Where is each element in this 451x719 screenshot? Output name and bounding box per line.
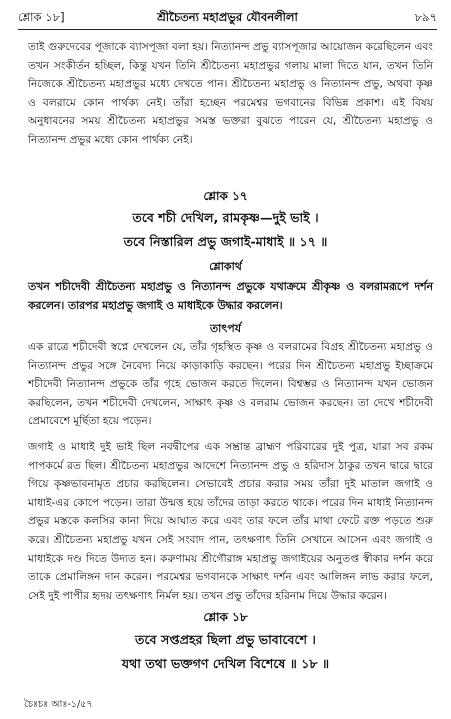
purport-paragraph-3: জগাই ও মাধাই দুই ভাই ছিল নবদ্বীপের এক সম্ভ্রান্ত ব্রাহ্মণ পরিবারের দুই পুত্র, যারা সব রকম পাপকর্মে রত ছিল। শ্রীচৈতন্য মহাপ্রভুর আদেশে নিত্যানন্দ প্রভু ও হরিদাস ঠাকুর তখন দ্বারে দ্বারে গিয়ে কৃষ্ণভাবনামৃত প্রচার করছিলেন। সেভাবেই প্রচার করার সময় তাঁরা দুই মাতাল জগাই ও মাধাই-এর কোপে পড়েন। তারা উন্মত্ত হয়ে তাঁদের তাড়া করতে থাকে। পরের দিন মাধাই নিত্যানন্দ প্রভুর মস্তকে কলসির কানা দিয়ে আঘাত করে এবং তার ফলে তাঁর মাথা ফেটে রক্ত পড়তে শুরু করে। শ্রীচৈতন্য মহাপ্রভু যখন সেই সংবাদ পান, তৎক্ষণাৎ তিনি সেখানে আসেন এবং জগাই ও মাধাইকে দণ্ড দিতে উদ্যত হন। করুণাময় শ্রীগৌরাঙ্গ মহাপ্রভু জগাইয়ের অনুতপ্ত স্বীকার দর্শন করে তাকে প্রেমালিঙ্গন দান করেন। পরমেশ্বর ভগবানকে সাক্ষাৎ দর্শন এবং আলিঙ্গন লাভ করার ফলে, সেই দুই পাপীর হৃদয় তৎক্ষণাৎ নির্মল হয়। তখন প্রভু তাঁদের হরিনাম দিয়ে উদ্ধার করেন। [28,441,437,602]
verse-17-line-2: তবে নিস্তারিল প্রভু জগাই-মাধাই ॥ ১৭ ॥ [123,234,328,249]
verse-17 [0,206,451,254]
verse-17-translation: তখন শচীদেবী শ্রীচৈতন্য মহাপ্রভু ও নিত্যানন্দ প্রভুকে যথাক্রমে শ্রীকৃষ্ণ ও বলরামরূপে দর্শন করলেন। তারপর মহাপ্রভু জগাই ও মাধাইকে উদ্ধার করলেন। [28,280,433,312]
purport-heading: তাৎপর্য [209,322,242,335]
purport-paragraph-2: এক রাত্রে শচীদেবী স্বপ্নে দেখলেন যে, তাঁর গৃহস্থিত কৃষ্ণ ও বলরামের বিগ্রহ শ্রীচৈতন্য মহাপ্রভু ও নিত্যানন্দ প্রভুর সঙ্গে নৈবেদ্য নিয়ে কাড়াকাড়ি করছেন। পরের দিন শ্রীচৈতন্য মহাপ্রভু ইচ্ছাক্রমে শচীদেবী নিত্যানন্দ প্রভুকে তাঁর গৃহে ভোজন করতে দিলেন। বিশ্বম্ভর ও নিত্যানন্দ যখন ভোজন করছিলেন, তখন শচীদেবী দেখলেন, সাক্ষাৎ কৃষ্ণ ও বলরাম ভোজন করছেন। তা দেখে শচীদেবী প্রেমাবেশে মূর্ছিতা হয়ে পড়েন। [28,341,437,428]
running-header [18,8,437,26]
header-verse-ref: শ্লোক ১৮] [18,10,65,24]
translation-heading: শ্লোকার্থ [209,260,242,273]
verse-18-heading: শ্লোক ১৮ [203,610,248,624]
verse-18-line-1: তবে সপ্তপ্রহর ছিলা প্রভু ভাবাবেশে । [135,632,316,647]
purport-paragraph-1: তাই গুরুদেবের পূজাকে ব্যাসপূজা বলা হয়। নিত্যানন্দ প্রভু ব্যাসপূজার আয়োজন করেছিলেন এবং তখন সংকীর্তন হচ্ছিল, কিন্তু যখন তিনি শ্রীচৈতন্য মহাপ্রভুর গলায় মালা দিতে যান, তখন তিনি নিজেকে শ্রীচৈতন্য মহাপ্রভুর মধ্যে দেখতে পান। শ্রীচৈতন্য মহাপ্রভু ও নিত্যানন্দ প্রভু, অথবা কৃষ্ণ ও বলরামে কোন পার্থক্য নেই। তাঁরা হচ্ছেন পরমেশ্বর ভগবানের বিভিন্ন প্রকাশ। এই বিষয় অনুধাবনের সময় শ্রীচৈতন্য মহাপ্রভুর সমস্ত ভক্তরা বুঝতে পারেন যে, শ্রীচৈতন্য মহাপ্রভু ও নিত্যানন্দ প্রভুর মধ্যে কোন পার্থক্য নেই। [28,41,437,146]
verse-17-line-1: তবে শচী দেখিল, রামকৃষ্ণ—দুই ভাই । [132,210,319,225]
header-title: শ্রীচৈতন্য মহাপ্রভুর যৌবনলীলা [157,10,298,24]
header-rule [18,29,437,30]
verse-18 [0,628,451,676]
footer-signature: চৈঃচঃ আঃ-১/৫৭ [24,699,93,710]
verse-18-line-2: যথা তথা ভক্তগণ দেখিল বিশেষে ॥ ১৮ ॥ [121,656,330,671]
verse-17-heading: শ্লোক ১৭ [203,189,248,203]
page-number: ৮৯৭ [414,10,437,24]
